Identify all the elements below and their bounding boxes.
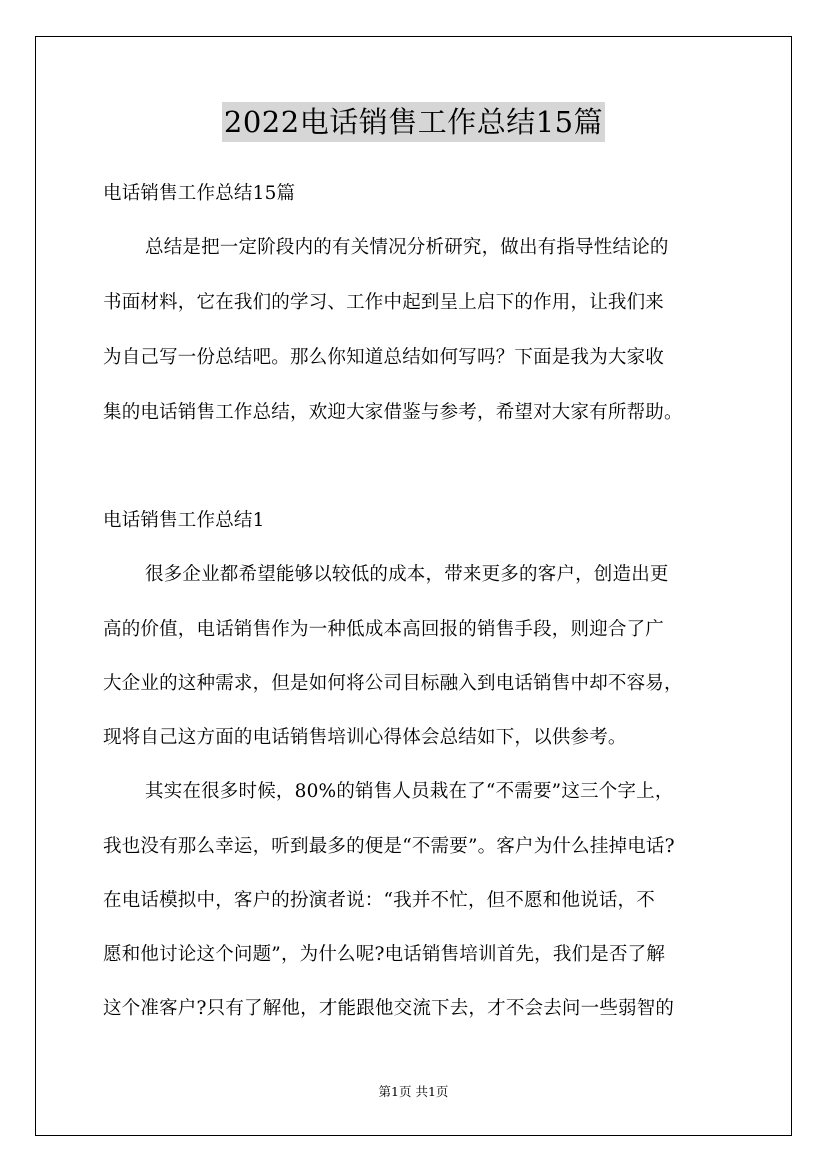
paragraph-line: 现将自己这方面的电话销售培训心得体会总结如下，以供参考。 [103,727,627,748]
paragraph-line: 为自己写一份总结吧。那么你知道总结如何写吗？下面是我为大家收 [103,347,665,368]
paragraph-line: 这个准客户?只有了解他，才能跟他交流下去，才不会去问一些弱智的 [103,998,675,1019]
paragraph-line: 总结是把一定阶段内的有关情况分析研究，做出有指导性结论的 [145,237,669,258]
paragraph-line: 其实在很多时候，80%的销售人员栽在了“不需要”这三个字上， [145,781,674,802]
section-heading: 电话销售工作总结15篇 [103,183,296,204]
title-container [0,102,827,142]
paragraph-line: 在电话模拟中，客户的扮演者说：“我并不忙，但不愿和他说话，不 [103,890,655,911]
paragraph-line: 很多企业都希望能够以较低的成本，带来更多的客户，创造出更 [145,564,669,585]
page-footer: 第1页 共1页 [378,1084,449,1099]
paragraph-line: 我也没有那么幸运，听到最多的便是“不需要”。客户为什么挂掉电话? [103,836,675,857]
section-heading: 电话销售工作总结1 [103,510,265,531]
paragraph-line: 大企业的这种需求，但是如何将公司目标融入到电话销售中却不容易， [103,673,683,694]
paragraph-line: 愿和他讨论这个问题”，为什么呢?电话销售培训首先，我们是否了解 [103,944,666,965]
document-title: 2022电话销售工作总结15篇 [222,102,605,142]
paragraph-line: 高的价值，电话销售作为一种低成本高回报的销售手段，则迎合了广 [103,619,665,640]
paragraph-line: 集的电话销售工作总结，欢迎大家借鉴与参考，希望对大家有所帮助。 [103,402,683,423]
paragraph-line: 书面材料，它在我们的学习、工作中起到呈上启下的作用，让我们来 [103,292,665,313]
